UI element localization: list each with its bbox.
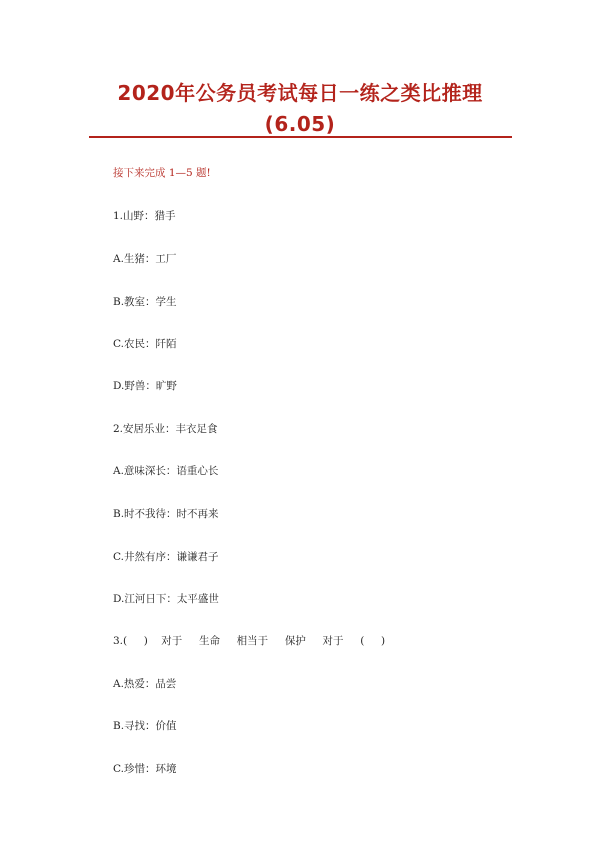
question-1-option-a: A.生猪：工厂 [113, 253, 177, 265]
instruction-text: 接下来完成 1—5 题! [113, 167, 211, 179]
question-2-stem: 2.安居乐业：丰衣足食 [113, 423, 218, 435]
question-1-option-d: D.野兽：旷野 [113, 380, 177, 392]
question-2-option-a: A.意味深长：语重心长 [113, 465, 219, 477]
question-3-stem: 3.( ) 对于 生命 相当于 保护 对于 ( ) [113, 635, 386, 647]
page-title: 2020年公务员考试每日一练之类比推理 [117, 81, 483, 105]
question-3-option-a: A.热爱：品尝 [113, 678, 177, 690]
page-title-date: (6.05) [264, 112, 336, 136]
title-divider [89, 136, 512, 138]
question-1-stem: 1.山野：猎手 [113, 210, 176, 222]
question-3-option-c: C.珍惜：环境 [113, 763, 177, 775]
question-2-option-c: C.井然有序：谦谦君子 [113, 551, 219, 563]
question-2-option-b: B.时不我待：时不再来 [113, 508, 219, 520]
question-3-option-b: B.寻找：价值 [113, 720, 177, 732]
question-1-option-c: C.农民：阡陌 [113, 338, 177, 350]
question-2-option-d: D.江河日下：太平盛世 [113, 593, 219, 605]
question-1-option-b: B.教室：学生 [113, 296, 177, 308]
